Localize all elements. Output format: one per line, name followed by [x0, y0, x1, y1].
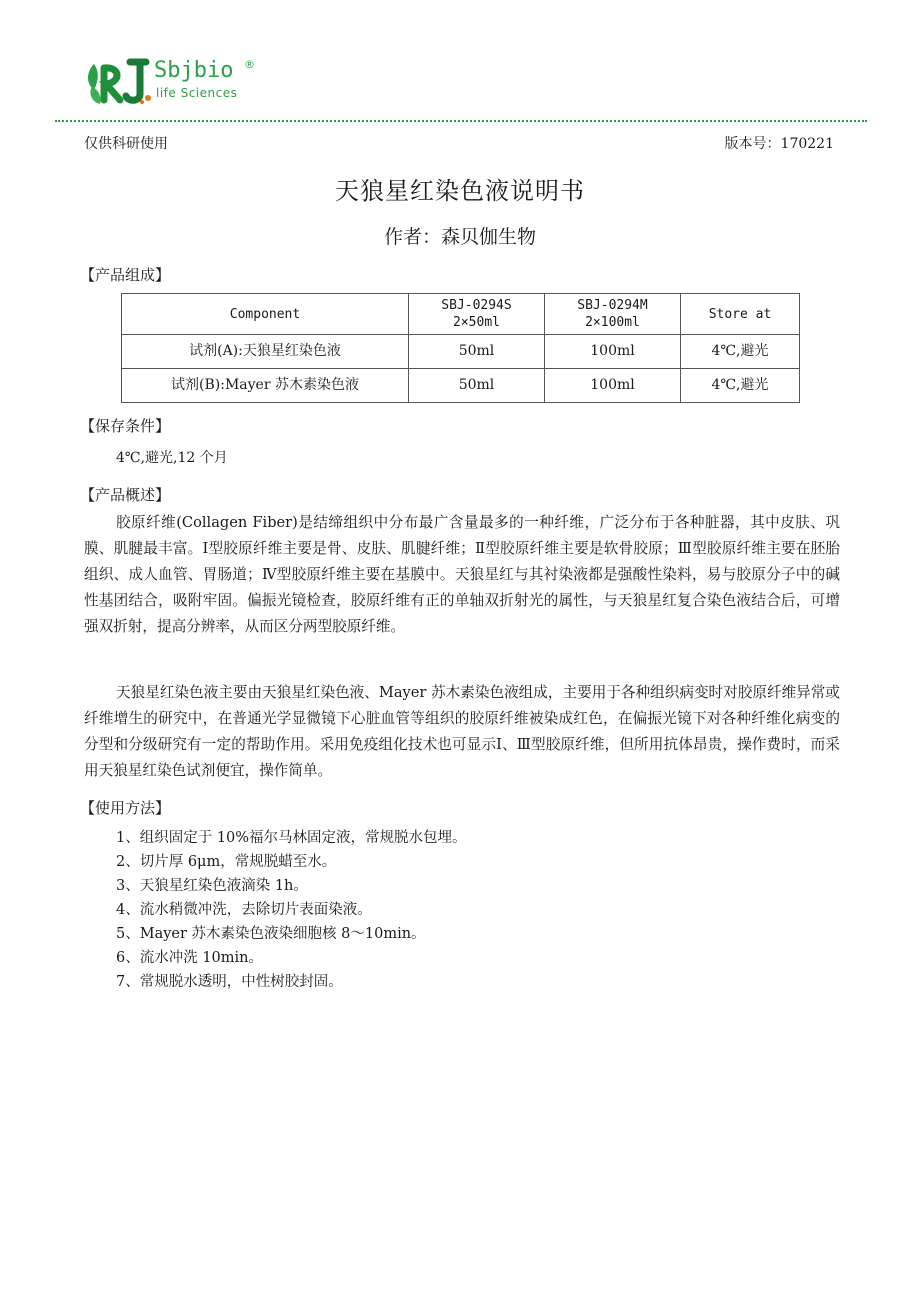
header-cell-component — [122, 294, 409, 335]
usage-step: 4、流水稍微冲洗，去除切片表面染液。 — [116, 902, 372, 918]
cell-component: 试剂(B):Mayer 苏木素染色液 — [122, 369, 409, 403]
header-component-label: Component — [229, 306, 301, 322]
cell-medium-volume: 100ml — [545, 369, 681, 403]
composition-table — [121, 293, 800, 403]
header-small-sku: SBJ-0294S — [441, 298, 512, 313]
cell-small-volume: 50ml — [409, 369, 545, 403]
research-use-note: 仅供科研使用 — [84, 136, 168, 152]
header-divider — [55, 120, 867, 122]
cell-medium-volume: 100ml — [545, 335, 681, 369]
usage-step: 5、Mayer 苏木素染色液染细胞核 8～10min。 — [116, 926, 426, 942]
registered-mark: ® — [244, 58, 255, 71]
usage-step: 1、组织固定于 10%福尔马林固定液，常规脱水包埋。 — [116, 830, 467, 846]
header-medium-sku: SBJ-0294M — [577, 298, 648, 313]
header-cell-small-kit — [409, 294, 545, 335]
usage-step: 2、切片厚 6μm，常规脱蜡至水。 — [116, 854, 337, 870]
logo-brand-text: Sbjbio — [154, 58, 234, 83]
version-number: 版本号：170221 — [724, 136, 834, 152]
header-store-label: Store at — [708, 306, 772, 322]
section-heading-composition: 【产品组成】 — [80, 266, 171, 284]
cell-small-volume: 50ml — [409, 335, 545, 369]
table-header-row — [122, 294, 800, 335]
table-row — [122, 335, 800, 369]
table-row — [122, 369, 800, 403]
cell-store-condition: 4℃,避光 — [681, 369, 800, 403]
cell-component: 试剂(A):天狼星红染色液 — [122, 335, 409, 369]
document-title: 天狼星红染色液说明书 — [335, 177, 585, 205]
header-small-size: 2×50ml — [453, 315, 500, 330]
overview-paragraph: 天狼星红染色液主要由天狼星红染色液、Mayer 苏木素染色液组成，主要用于各种组织病变时对胶原纤维异常或纤维增生的研究中，在普通光学显微镜下心脏血管等组织的胶原纤维被染成红色，在偏振光镜下对各种纤维化病变的分型和分级研究有一定的帮助作用。采用免疫组化技术也可显示Ⅰ、Ⅲ型胶原纤维，但所用抗体昂贵，操作费时，而采用天狼星红染色试剂便宜，操作简单。 — [84, 684, 840, 779]
usage-step: 3、天狼星红染色液滴染 1h。 — [116, 878, 308, 894]
overview-paragraph: 胶原纤维(Collagen Fiber)是结缔组织中分布最广含量最多的一种纤维，广泛分布于各种脏器，其中皮肤、巩膜、肌腱最丰富。Ⅰ型胶原纤维主要是骨、皮肤、肌腱纤维；Ⅱ型胶原纤维主要是软骨胶原；Ⅲ型胶原纤维主要在胚胎组织、成人血管、胃肠道；Ⅳ型胶原纤维主要在基膜中。天狼星红与其衬染液都是强酸性染料，易与胶原分子中的碱性基团结合，吸附牢固。偏振光镜检查，胶原纤维有正的单轴双折射光的属性，与天狼星红复合染色液结合后，可增强双折射，提高分辨率，从而区分两型胶原纤维。 — [84, 514, 840, 635]
logo-tagline: life Sciences — [156, 86, 238, 100]
section-heading-storage: 【保存条件】 — [80, 417, 171, 435]
usage-step: 7、常规脱水透明，中性树胶封固。 — [116, 974, 343, 990]
usage-step: 6、流水冲洗 10min。 — [116, 950, 264, 966]
header-medium-size: 2×100ml — [585, 315, 640, 330]
document-author: 作者：森贝伽生物 — [383, 226, 536, 248]
storage-conditions: 4℃,避光,12 个月 — [116, 450, 228, 466]
company-logo — [84, 56, 264, 108]
usage-steps-list — [116, 826, 467, 994]
cell-store-condition: 4℃,避光 — [681, 335, 800, 369]
section-heading-overview: 【产品概述】 — [80, 486, 171, 504]
header-cell-store — [681, 294, 800, 335]
header-cell-medium-kit — [545, 294, 681, 335]
section-heading-usage: 【使用方法】 — [80, 799, 171, 817]
leaf-rj-logo-icon — [84, 56, 156, 108]
